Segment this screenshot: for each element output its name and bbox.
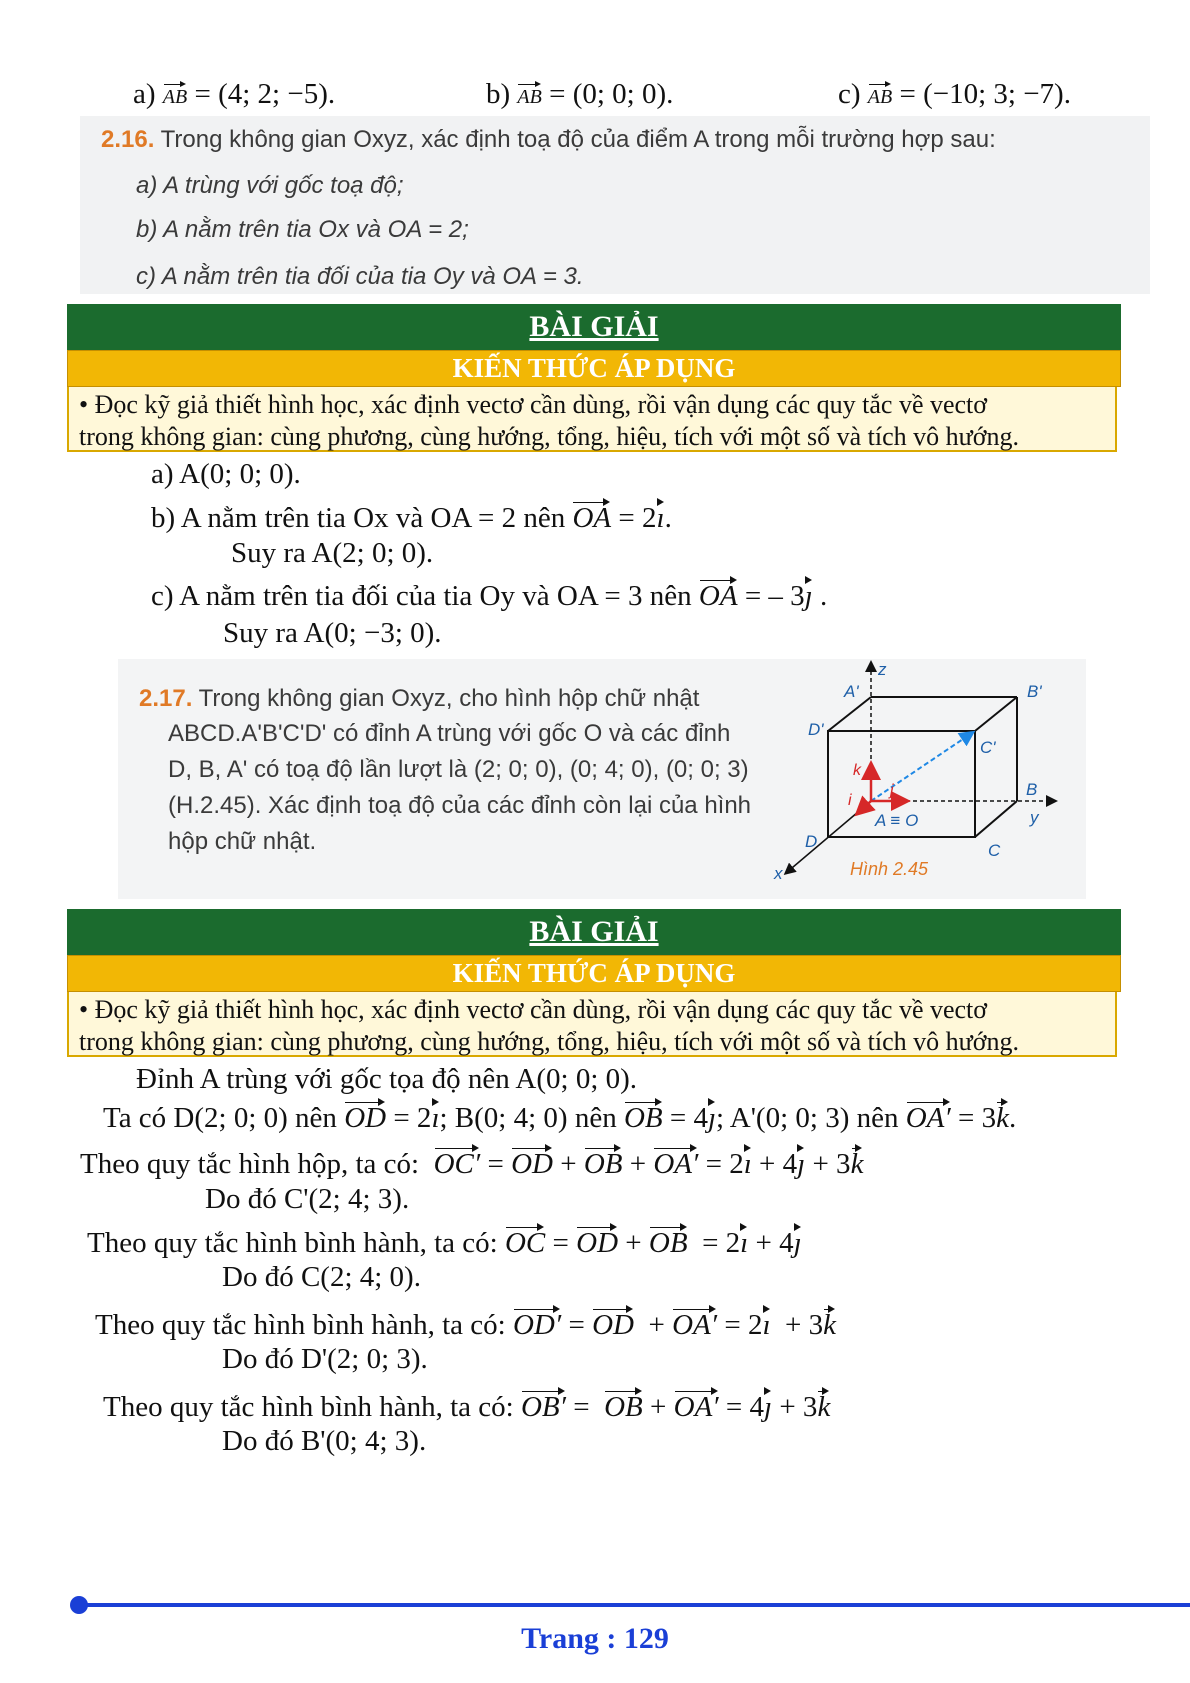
knowledge-body	[67, 992, 1117, 1057]
label-b: B	[1026, 780, 1038, 799]
answer-a: a) AB = (4; 2; −5).	[133, 78, 336, 110]
exercise-2-17-line-2: ABCD.A'B'C'D' có đỉnh A trùng với gốc O và các đỉnh	[168, 720, 731, 747]
vector-ab: AB	[163, 83, 187, 107]
solution-header: BÀI GIẢI	[67, 304, 1121, 350]
figure-caption: Hình 2.45	[850, 859, 929, 879]
footer-dot	[70, 1596, 88, 1614]
solution-2-17-line-7: Theo quy tắc hình bình hành, ta có: OD′ = OD + OA′ = 2ı + 3k	[95, 1309, 836, 1341]
footer-rule	[79, 1603, 1190, 1607]
exercise-2-16-c: c) A nằm trên tia đối của tia Oy và OA = 3.	[136, 263, 584, 290]
knowledge-line-2: trong không gian: cùng phương, cùng hướng, tổng, hiệu, tích với một số và tích vô hướng.	[79, 422, 1020, 451]
exercise-2-17-line-3: D, B, A' có toạ độ lần lượt là (2; 0; 0), (0; 4; 0), (0; 0; 3)	[168, 756, 749, 783]
label-j: j	[890, 782, 894, 799]
label-a1: A'	[844, 682, 859, 701]
diagonal-oc1	[871, 733, 972, 801]
exercise-2-17-line-1: 2.17. Trong không gian Oxyz, cho hình hộp chữ nhật	[139, 685, 700, 712]
solution-2-17-line-10: Do đó B'(0; 4; 3).	[222, 1425, 427, 1457]
exercise-2-16-b: b) A nằm trên tia Ox và OA = 2;	[136, 216, 469, 243]
solution-2-17-line-9: Theo quy tắc hình bình hành, ta có: OB′ = OB + OA′ = 4ȷ + 3k	[103, 1391, 831, 1423]
solution-2-16-c-result: Suy ra A(0; −3; 0).	[223, 617, 442, 649]
knowledge-body	[67, 387, 1117, 452]
answer-b: b) AB = (0; 0; 0).	[486, 78, 674, 110]
solution-2-16-a: a) A(0; 0; 0).	[151, 458, 301, 490]
solution-2-17-line-5: Theo quy tắc hình bình hành, ta có: OC = OD + OB = 2ı + 4ȷ	[87, 1227, 802, 1259]
label-d1: D'	[808, 720, 824, 739]
label-k: k	[853, 762, 861, 779]
figure-2-45	[750, 655, 1085, 900]
knowledge-line-1: • Đọc kỹ giả thiết hình học, xác định vectơ cần dùng, rồi vận dụng các quy tắc về vectơ	[79, 390, 988, 419]
label-b1: B'	[1027, 682, 1042, 701]
solution-2-16-b-result: Suy ra A(2; 0; 0).	[231, 537, 434, 569]
vector-ab: AB	[868, 83, 892, 107]
label-c1: C'	[980, 738, 996, 757]
box-edge	[828, 697, 871, 731]
box-edge	[975, 801, 1017, 837]
label-i: i	[848, 792, 852, 809]
vector-ab: AB	[517, 83, 541, 107]
solution-2-17-line-4: Do đó C'(2; 4; 3).	[205, 1183, 410, 1215]
label-c: C	[988, 841, 1001, 860]
solution-2-17-line-3: Theo quy tắc hình hộp, ta có: OC′ = OD + OB + OA′ = 2ı + 4ȷ + 3k	[80, 1148, 864, 1180]
exercise-2-16-title: 2.16. Trong không gian Oxyz, xác định toạ độ của điểm A trong mỗi trường hợp sau:	[101, 126, 996, 153]
label-z: z	[878, 660, 887, 679]
knowledge-line-2: trong không gian: cùng phương, cùng hướng, tổng, hiệu, tích với một số và tích vô hướng.	[79, 1027, 1020, 1056]
exercise-2-17-line-4: (H.2.45). Xác định toạ độ của các đỉnh còn lại của hình	[168, 792, 752, 819]
solution-2-16-c: c) A nằm trên tia đối của tia Oy và OA = 3 nên OA = – 3ȷ .	[151, 580, 828, 612]
knowledge-header: KIẾN THỨC ÁP DỤNG	[67, 350, 1121, 387]
exercise-2-17-line-5: hộp chữ nhật.	[168, 828, 317, 855]
solution-2-17-line-6: Do đó C(2; 4; 0).	[222, 1261, 421, 1293]
knowledge-header: KIẾN THỨC ÁP DỤNG	[67, 955, 1121, 992]
knowledge-line-1: • Đọc kỹ giả thiết hình học, xác định vectơ cần dùng, rồi vận dụng các quy tắc về vectơ	[79, 995, 988, 1024]
label-d: D	[805, 832, 818, 851]
label-y: y	[1030, 808, 1039, 827]
solution-2-17-line-2: Ta có D(2; 0; 0) nên OD = 2ı; B(0; 4; 0) nên OB = 4ȷ; A'(0; 0; 3) nên OA′ = 3k.	[103, 1102, 1017, 1134]
label-a-origin: A ≡ O	[875, 811, 919, 830]
label-x: x	[774, 864, 783, 883]
solution-2-17-line-8: Do đó D'(2; 0; 3).	[222, 1343, 428, 1375]
solution-2-17-line-1: Đỉnh A trùng với gốc tọa độ nên A(0; 0; 0).	[136, 1063, 638, 1095]
box-edge	[975, 697, 1017, 731]
vector-i	[858, 801, 871, 813]
exercise-2-16-a: a) A trùng với gốc toạ độ;	[136, 172, 404, 199]
answer-c: c) AB = (−10; 3; −7).	[838, 78, 1071, 110]
solution-2-16-b: b) A nằm trên tia Ox và OA = 2 nên OA = 2ı.	[151, 502, 672, 534]
page-number: Trang : 129	[521, 1622, 669, 1655]
solution-header: BÀI GIẢI	[67, 909, 1121, 955]
